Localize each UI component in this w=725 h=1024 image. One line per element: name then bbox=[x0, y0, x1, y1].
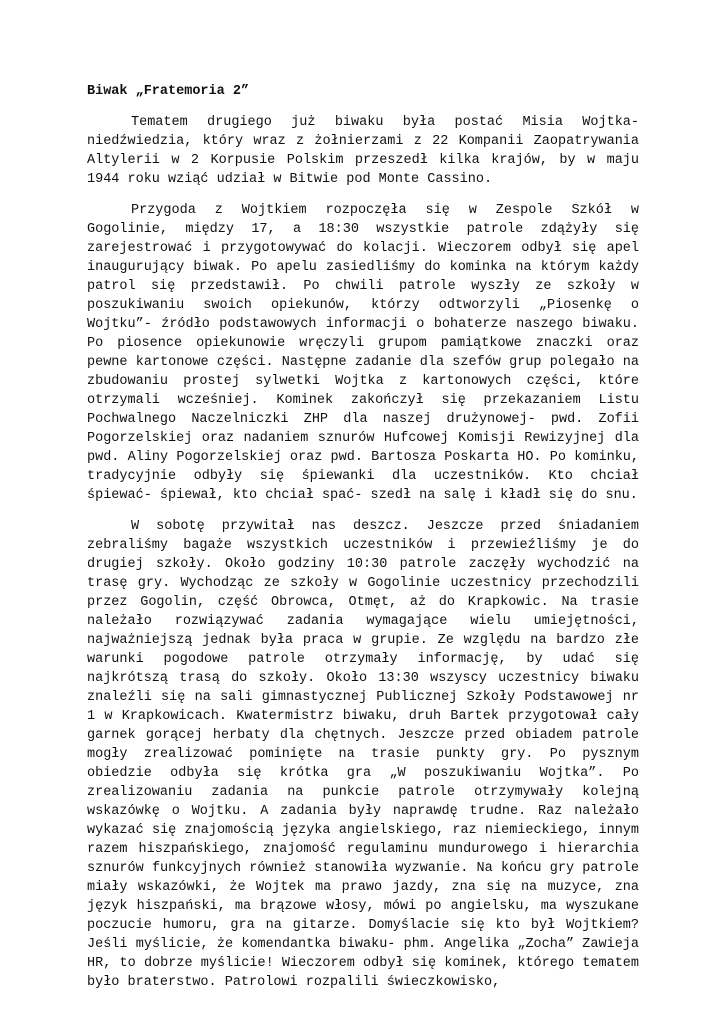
document-page bbox=[87, 82, 639, 1004]
paragraph-3: W sobotę przywitał nas deszcz. Jeszcze przed śniadaniem zebraliśmy bagaże wszystkich uczestników i przewieźliśmy je do drugiej szkoły. Około godziny 10:30 patrole zaczęły wychodzić na trasę gry. Wychodząc ze szkoły w Gogolinie uczestnicy przechodzili przez Gogolin, część Obrowca, Otmęt, aż do Krapkowic. Na trasie należało rozwiązywać zadania wymagające wielu umiejętności, najważniejszą jednak była praca w grupie. Ze względu na bardzo złe warunki pogodowe patrole otrzymały informację, by udać się najkrótszą trasą do szkoły. Około 13:30 wszyscy uczestnicy biwaku znaleźli się na sali gimnastycznej Publicznej Szkoły Podstawowej nr 1 w Krapkowicach. Kwatermistrz biwaku, druh Bartek przygotował cały garnek gorącej herbaty dla chętnych. Jeszcze przed obiadem patrole mogły zrealizować pominięte na trasie punkty gry. Po pysznym obiedzie odbyła się krótka gra „W poszukiwaniu Wojtka”. Po zrealizowaniu zadania na punkcie patrole otrzymywały kolejną wskazówkę o Wojtku. A zadania były naprawdę trudne. Raz należało wykazać się znajomością języka angielskiego, raz niemieckiego, innym razem hiszpańskiego, znajomość regulaminu mundurowego i hierarchia sznurów funkcyjnych również stanowiła wyzwanie. Na końcu gry patrole miały wskazówki, że Wojtek ma prawo jazdy, zna się na muzyce, zna język hiszpański, ma brązowe włosy, mówi po angielsku, ma wyszukane poczucie humoru, gra na gitarze. Domyślacie się kto był Wojtkiem? Jeśli myślicie, że komendantka biwaku- phm. Angelika „Zocha” Zawieja HR, to dobrze myślicie! Wieczorem odbył się kominek, którego tematem było braterstwo. Patrolowi rozpalili świeczkowisko, bbox=[87, 519, 639, 990]
paragraph-1: Tematem drugiego już biwaku była postać Misia Wojtka-niedźwiedzia, który wraz z żołnierzami z 22 Kompanii Zaopatrywania Altylerii w 2 Korpusie Polskim przeszedł kilka krajów, by w maju 1944 roku wziąć udział w Bitwie pod Monte Cassino. bbox=[87, 115, 639, 187]
paragraph-2: Przygoda z Wojtkiem rozpoczęła się w Zespole Szkół w Gogolinie, między 17, a 18:30 wszystkie patrole zdążyły się zarejestrować i przygotowywać do kolacji. Wieczorem odbył się apel inaugurujący biwak. Po apelu zasiedliśmy do kominka na którym każdy patrol się przedstawił. Po chwili patrole wyszły ze szkoły w poszukiwaniu swoich opiekunów, którzy odtworzyli „Piosenkę o Wojtku”- źródło podstawowych informacji o bohaterze naszego biwaku. Po piosence opiekunowie wręczyli grupom pamiątkowe znaczki oraz pewne kartonowe części. Następne zadanie dla szefów grup polegało na zbudowaniu prostej sylwetki Wojtka z kartonowych części, które otrzymali wcześniej. Kominek zakończył się przekazaniem Listu Pochwalnego Naczelniczki ZHP dla naszej drużynowej- pwd. Zofii Pogorzelskiej oraz nadaniem sznurów Hufcowej Komisji Rewizyjnej dla pwd. Aliny Pogorzelskiej oraz pwd. Bartosza Poskarta HO. Po kominku, tradycyjnie odbyły się śpiewanki dla uczestników. Kto chciał śpiewać- śpiewał, kto chciał spać- szedł na salę i kładł się do snu. bbox=[87, 203, 639, 503]
document-title: Biwak „Fratemoria 2” bbox=[87, 84, 250, 99]
